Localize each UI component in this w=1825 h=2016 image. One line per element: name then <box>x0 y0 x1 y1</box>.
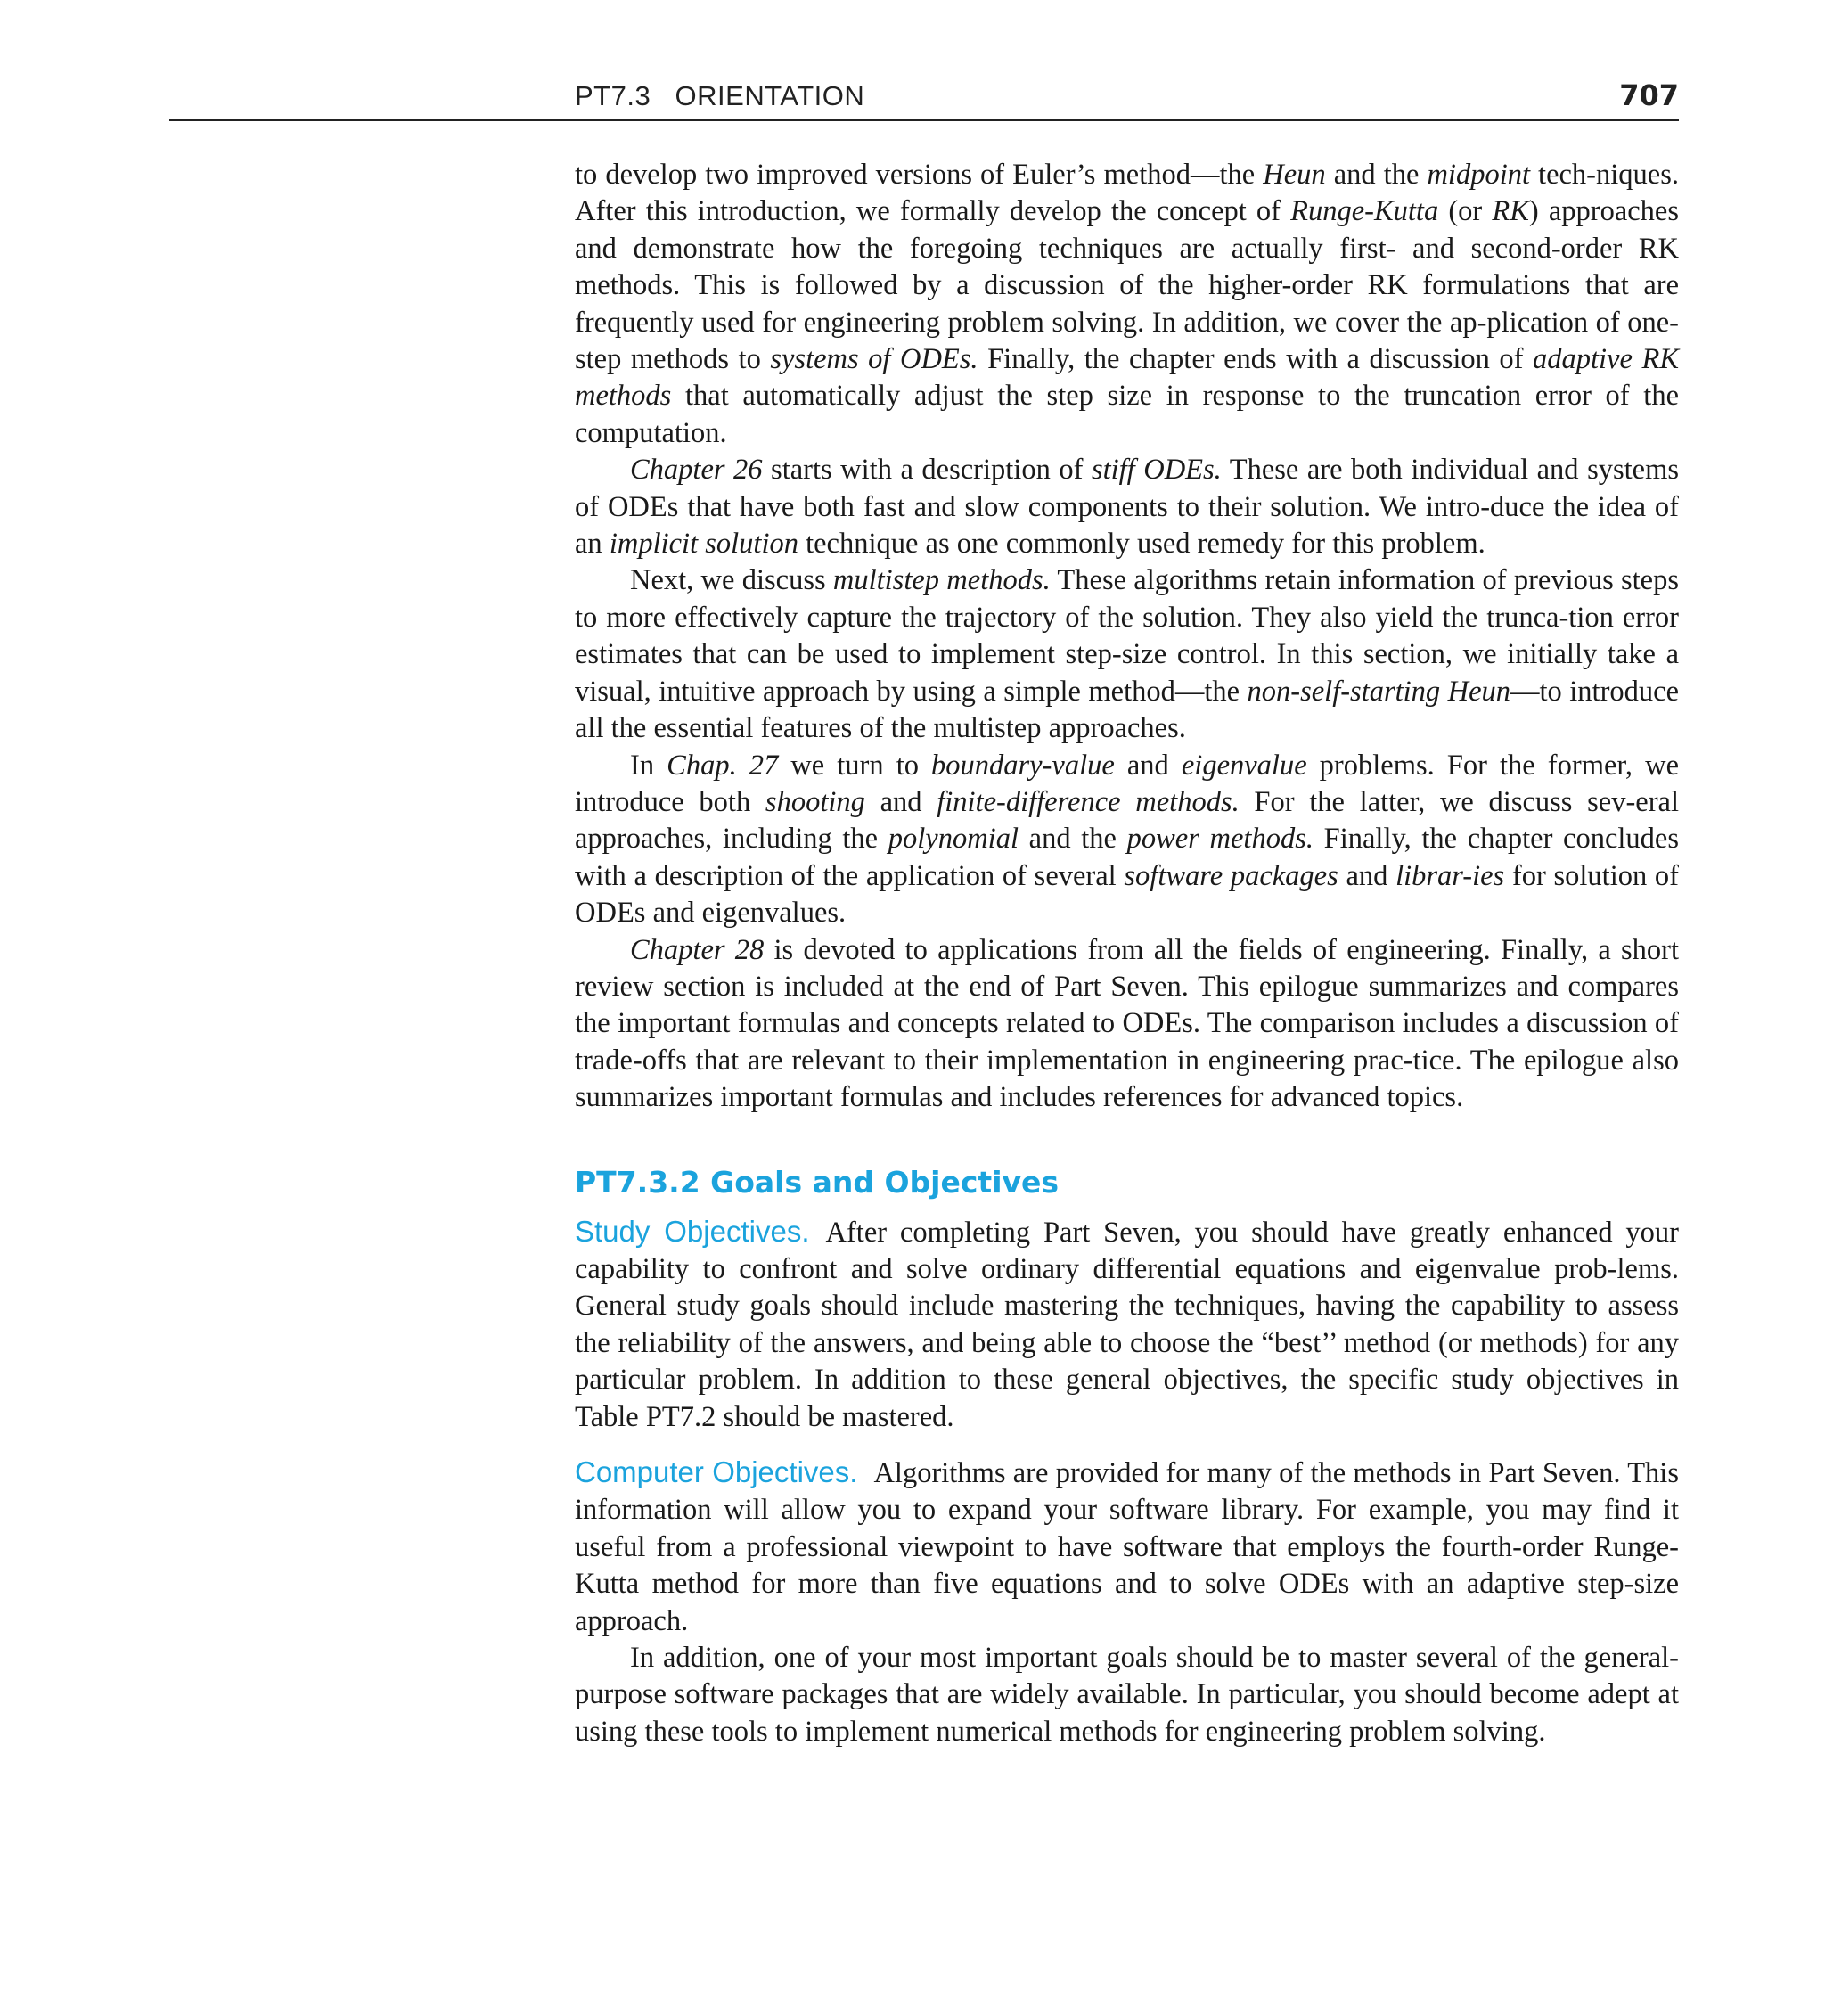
text-run: and the <box>1325 159 1428 191</box>
emphasis-heun: Heun <box>1263 159 1326 191</box>
emphasis-finite-difference: finite-difference methods. <box>937 785 1240 818</box>
paragraph-chapter-26 <box>575 452 1679 562</box>
emphasis-chapter-26: Chapter 26 <box>630 454 763 487</box>
text-run: and <box>864 785 937 818</box>
emphasis-chap-27: Chap. 27 <box>667 749 779 782</box>
running-head-section: PT7.3 ORIENTATION <box>575 80 865 111</box>
text-run: These are both individual and systems of ODEs that have both fast and slow components to their solution. We intro-duce the idea of an <box>575 454 1679 561</box>
running-head <box>169 78 1679 121</box>
text-run: and <box>1338 859 1396 892</box>
text-run: Next, we discuss <box>630 564 833 597</box>
emphasis-software-packages: software packages <box>1124 859 1338 892</box>
emphasis-boundary-value: boundary-value <box>931 749 1115 782</box>
text-run: is devoted to applications from all the fields of engineering. Finally, a short review section is included at the end of Part Seven. This epilogue summarizes and compares the important formulas and concepts related to ODEs. The comparison includes a discussion of trade-offs that are relevant to their implementation in engineering prac-tice. The epilogue also summarizes important formulas and includes references for advanced topics. <box>575 933 1679 1114</box>
page-body <box>575 157 1679 1750</box>
text-run: These algorithms retain information of previous steps to more effectively capture the trajectory of the solution. They also yield the trunca-tion error estimates that can be used to implement step-size control. In this section, we initially take a visual, intuitive approach by using a simple method—the <box>575 564 1680 708</box>
section-heading-goals: PT7.3.2 Goals and Objectives <box>575 1164 1060 1200</box>
run-in-heading-study-objectives: Study Objectives. <box>575 1214 810 1248</box>
emphasis-systems-of-odes: systems of ODEs. <box>770 343 978 376</box>
text-run: —to introduce all the essential features of the multistep approaches. <box>575 675 1679 745</box>
text-run: problems. For the former, we introduce both <box>575 749 1679 818</box>
emphasis-chapter-28: Chapter 28 <box>630 933 765 966</box>
emphasis-libraries: librar-ies <box>1395 859 1505 892</box>
paragraph-euler-methods <box>575 157 1679 452</box>
text-run: After completing Part Seven, you should have greatly enhanced your capability to confront and solve ordinary differential equations and eigenvalue prob-lems. General study goals should include mastering the techniques, having the capability to assess the reliability of the answers, and being able to choose the “best’’ method (or methods) for any particular problem. In addition to these general objectives, the specific study objectives in Table PT7.2 should be mastered. <box>575 1216 1679 1433</box>
emphasis-multistep-methods: multistep methods. <box>832 564 1051 597</box>
text-run: to develop two improved versions of Euler’s method—the <box>575 159 1264 191</box>
paragraph-study-objectives <box>575 1213 1679 1436</box>
emphasis-power-methods: power methods. <box>1126 823 1314 856</box>
page-number: 707 <box>1619 78 1679 112</box>
paragraph-chapter-27 <box>575 748 1679 932</box>
text-run: and the <box>1018 823 1127 856</box>
emphasis-stiff-odes: stiff ODEs. <box>1091 454 1222 487</box>
text-run: (or <box>1438 195 1493 228</box>
text-run: tech-niques. After this introduction, we formally develop the concept of <box>575 159 1679 228</box>
text-run: that automatically adjust the step size in response to the truncation error of the computation. <box>575 380 1679 449</box>
emphasis-adaptive-rk: adaptive RK methods <box>575 343 1679 413</box>
run-in-heading-computer-objectives: Computer Objectives. <box>575 1455 858 1488</box>
emphasis-implicit-solution: implicit solution <box>609 528 798 561</box>
text-run: for solution of ODEs and eigenvalues. <box>575 859 1679 930</box>
emphasis-non-self-starting-heun: non-self-starting Heun <box>1247 675 1511 708</box>
text-run: Finally, the chapter ends with a discussion of <box>978 343 1534 376</box>
emphasis-shooting: shooting <box>765 785 865 818</box>
paragraph-multistep <box>575 562 1679 747</box>
paragraph-computer-objectives <box>575 1454 1679 1640</box>
text-run: we turn to <box>778 749 932 782</box>
text-run: For the latter, we discuss sev-eral approaches, including the <box>575 785 1679 856</box>
emphasis-midpoint: midpoint <box>1427 159 1530 191</box>
emphasis-eigenvalue: eigenvalue <box>1181 749 1307 782</box>
emphasis-polynomial: polynomial <box>888 823 1019 856</box>
emphasis-runge-kutta: Runge-Kutta <box>1290 195 1439 228</box>
text-run: In <box>630 749 667 782</box>
emphasis-rk: RK <box>1492 195 1529 228</box>
text-run: and <box>1114 749 1182 782</box>
text-run: ) approaches and demonstrate how the foregoing techniques are actually first- and second-order RK methods. This is followed by a discussion of the higher-order RK formulations that are frequently used for engineering problem solving. In addition, we cover the ap-plication of one-step methods to <box>575 195 1679 376</box>
text-run: Algorithms are provided for many of the methods in Part Seven. This information will allow you to expand your software library. For example, you may find it useful from a professional viewpoint to have software that employs the fourth-order Runge-Kutta method for more than five equations and to solve ODEs with an adaptive step-size approach. <box>575 1457 1679 1637</box>
text-run: technique as one commonly used remedy for this problem. <box>798 528 1485 561</box>
paragraph-software-packages: In addition, one of your most important goals should be to master several of the general-purpose software packages that are widely available. In particular, you should become adept at using these tools to implement numerical methods for engineering problem solving. <box>575 1642 1679 1748</box>
paragraph-chapter-28 <box>575 932 1679 1117</box>
text-run: Finally, the chapter concludes with a description of the application of several <box>575 823 1679 892</box>
text-run: starts with a description of <box>762 454 1092 487</box>
